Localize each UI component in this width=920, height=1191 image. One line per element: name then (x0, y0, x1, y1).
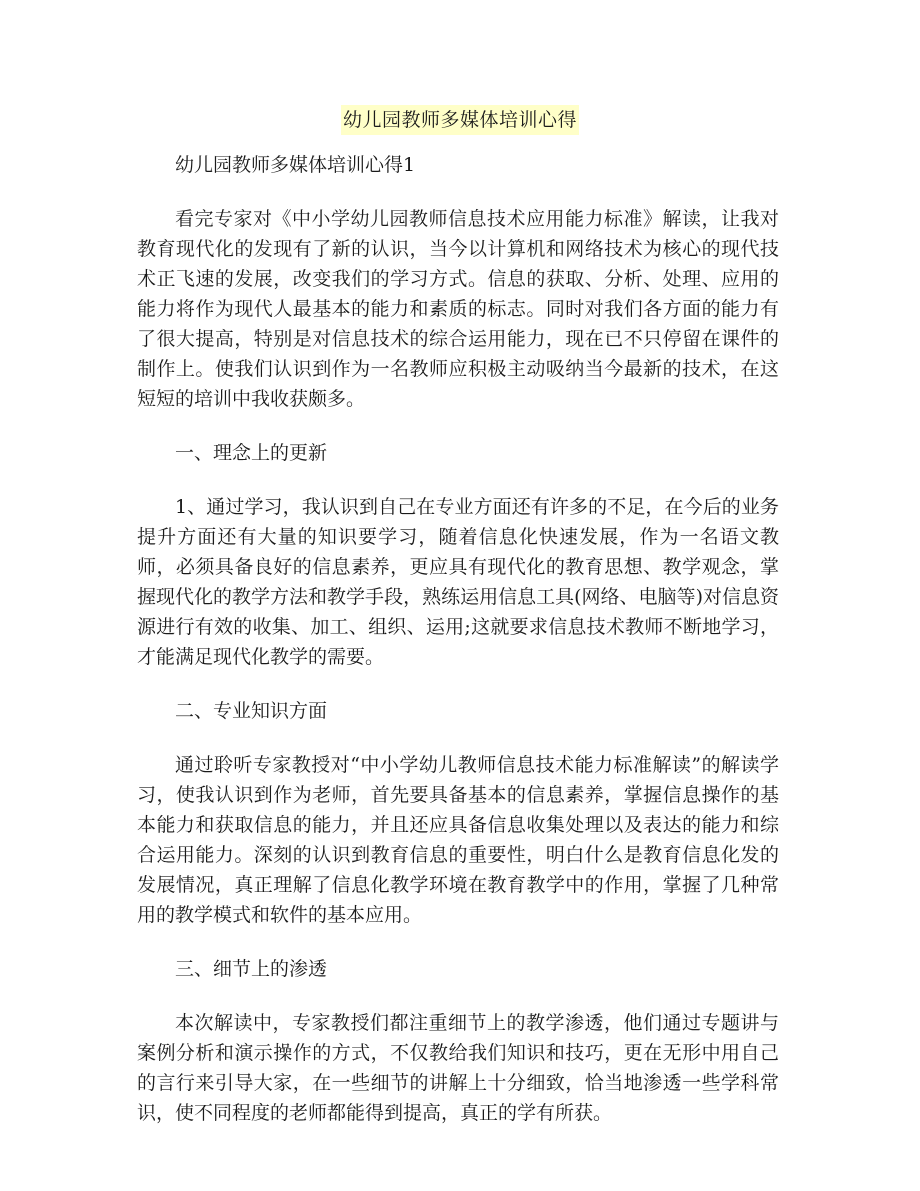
paragraph-concept-update: 1、通过学习，我认识到自己在专业方面还有许多的不足，在今后的业务提升方面还有大量的知识要学习，随着信息化快速发展，作为一名语文教师，必须具备良好的信息素养，更应具有现代化的教育思想、教学观念，掌握现代化的教学方法和教学手段，熟练运用信息工具(网络、电脑等)对信息资源进行有效的收集、加工、组织、运用;这就要求信息技术教师不断地学习，才能满足现代化教学的需要。 (137, 496, 779, 668)
document-body (137, 150, 779, 1128)
paragraph-detail-infiltration: 本次解读中，专家教授们都注重细节上的教学渗透，他们通过专题讲与案例分析和演示操作的方式，不仅教给我们知识和技巧，更在无形中用自己的言行来引导大家，在一些细节的讲解上十分细致，恰当地渗透一些学科常识，使不同程度的老师都能得到提高，真正的学有所获。 (137, 1012, 779, 1124)
document-title: 幼儿园教师多媒体培训心得 (341, 105, 579, 135)
heading-detail-infiltration: 三、细节上的渗透 (175, 958, 328, 980)
paragraph-intro: 看完专家对《中小学幼儿园教师信息技术应用能力标准》解读，让我对教育现代化的发现有了新的认识，当今以计算机和网络技术为核心的现代技术正飞速的发展，改变我们的学习方式。信息的获取、分析、处理、应用的能力将作为现代人最基本的能力和素质的标志。同时对我们各方面的能力有了很大提高，特别是对信息技术的综合运用能力，现在已不只停留在课件的制作上。使我们认识到作为一名教师应积极主动吸纳当今最新的技术，在这短短的培训中我收获颇多。 (137, 208, 779, 410)
heading-concept-update: 一、理念上的更新 (175, 442, 328, 464)
heading-professional-knowledge: 二、专业知识方面 (175, 700, 328, 722)
paragraph-professional-knowledge: 通过聆听专家教授对“中小学幼儿教师信息技术能力标准解读”的解读学习，使我认识到作为老师，首先要具备基本的信息素养，掌握信息操作的基本能力和获取信息的能力，并且还应具备信息收集处理以及表达的能力和综合运用能力。深刻的认识到教育信息的重要性，明白什么是教育信息化发的发展情况，真正理解了信息化教学环境在教育教学中的作用，掌握了几种常用的教学模式和软件的基本应用。 (137, 754, 779, 926)
section-subtitle: 幼儿园教师多媒体培训心得1 (175, 154, 416, 176)
title-container (0, 105, 920, 135)
